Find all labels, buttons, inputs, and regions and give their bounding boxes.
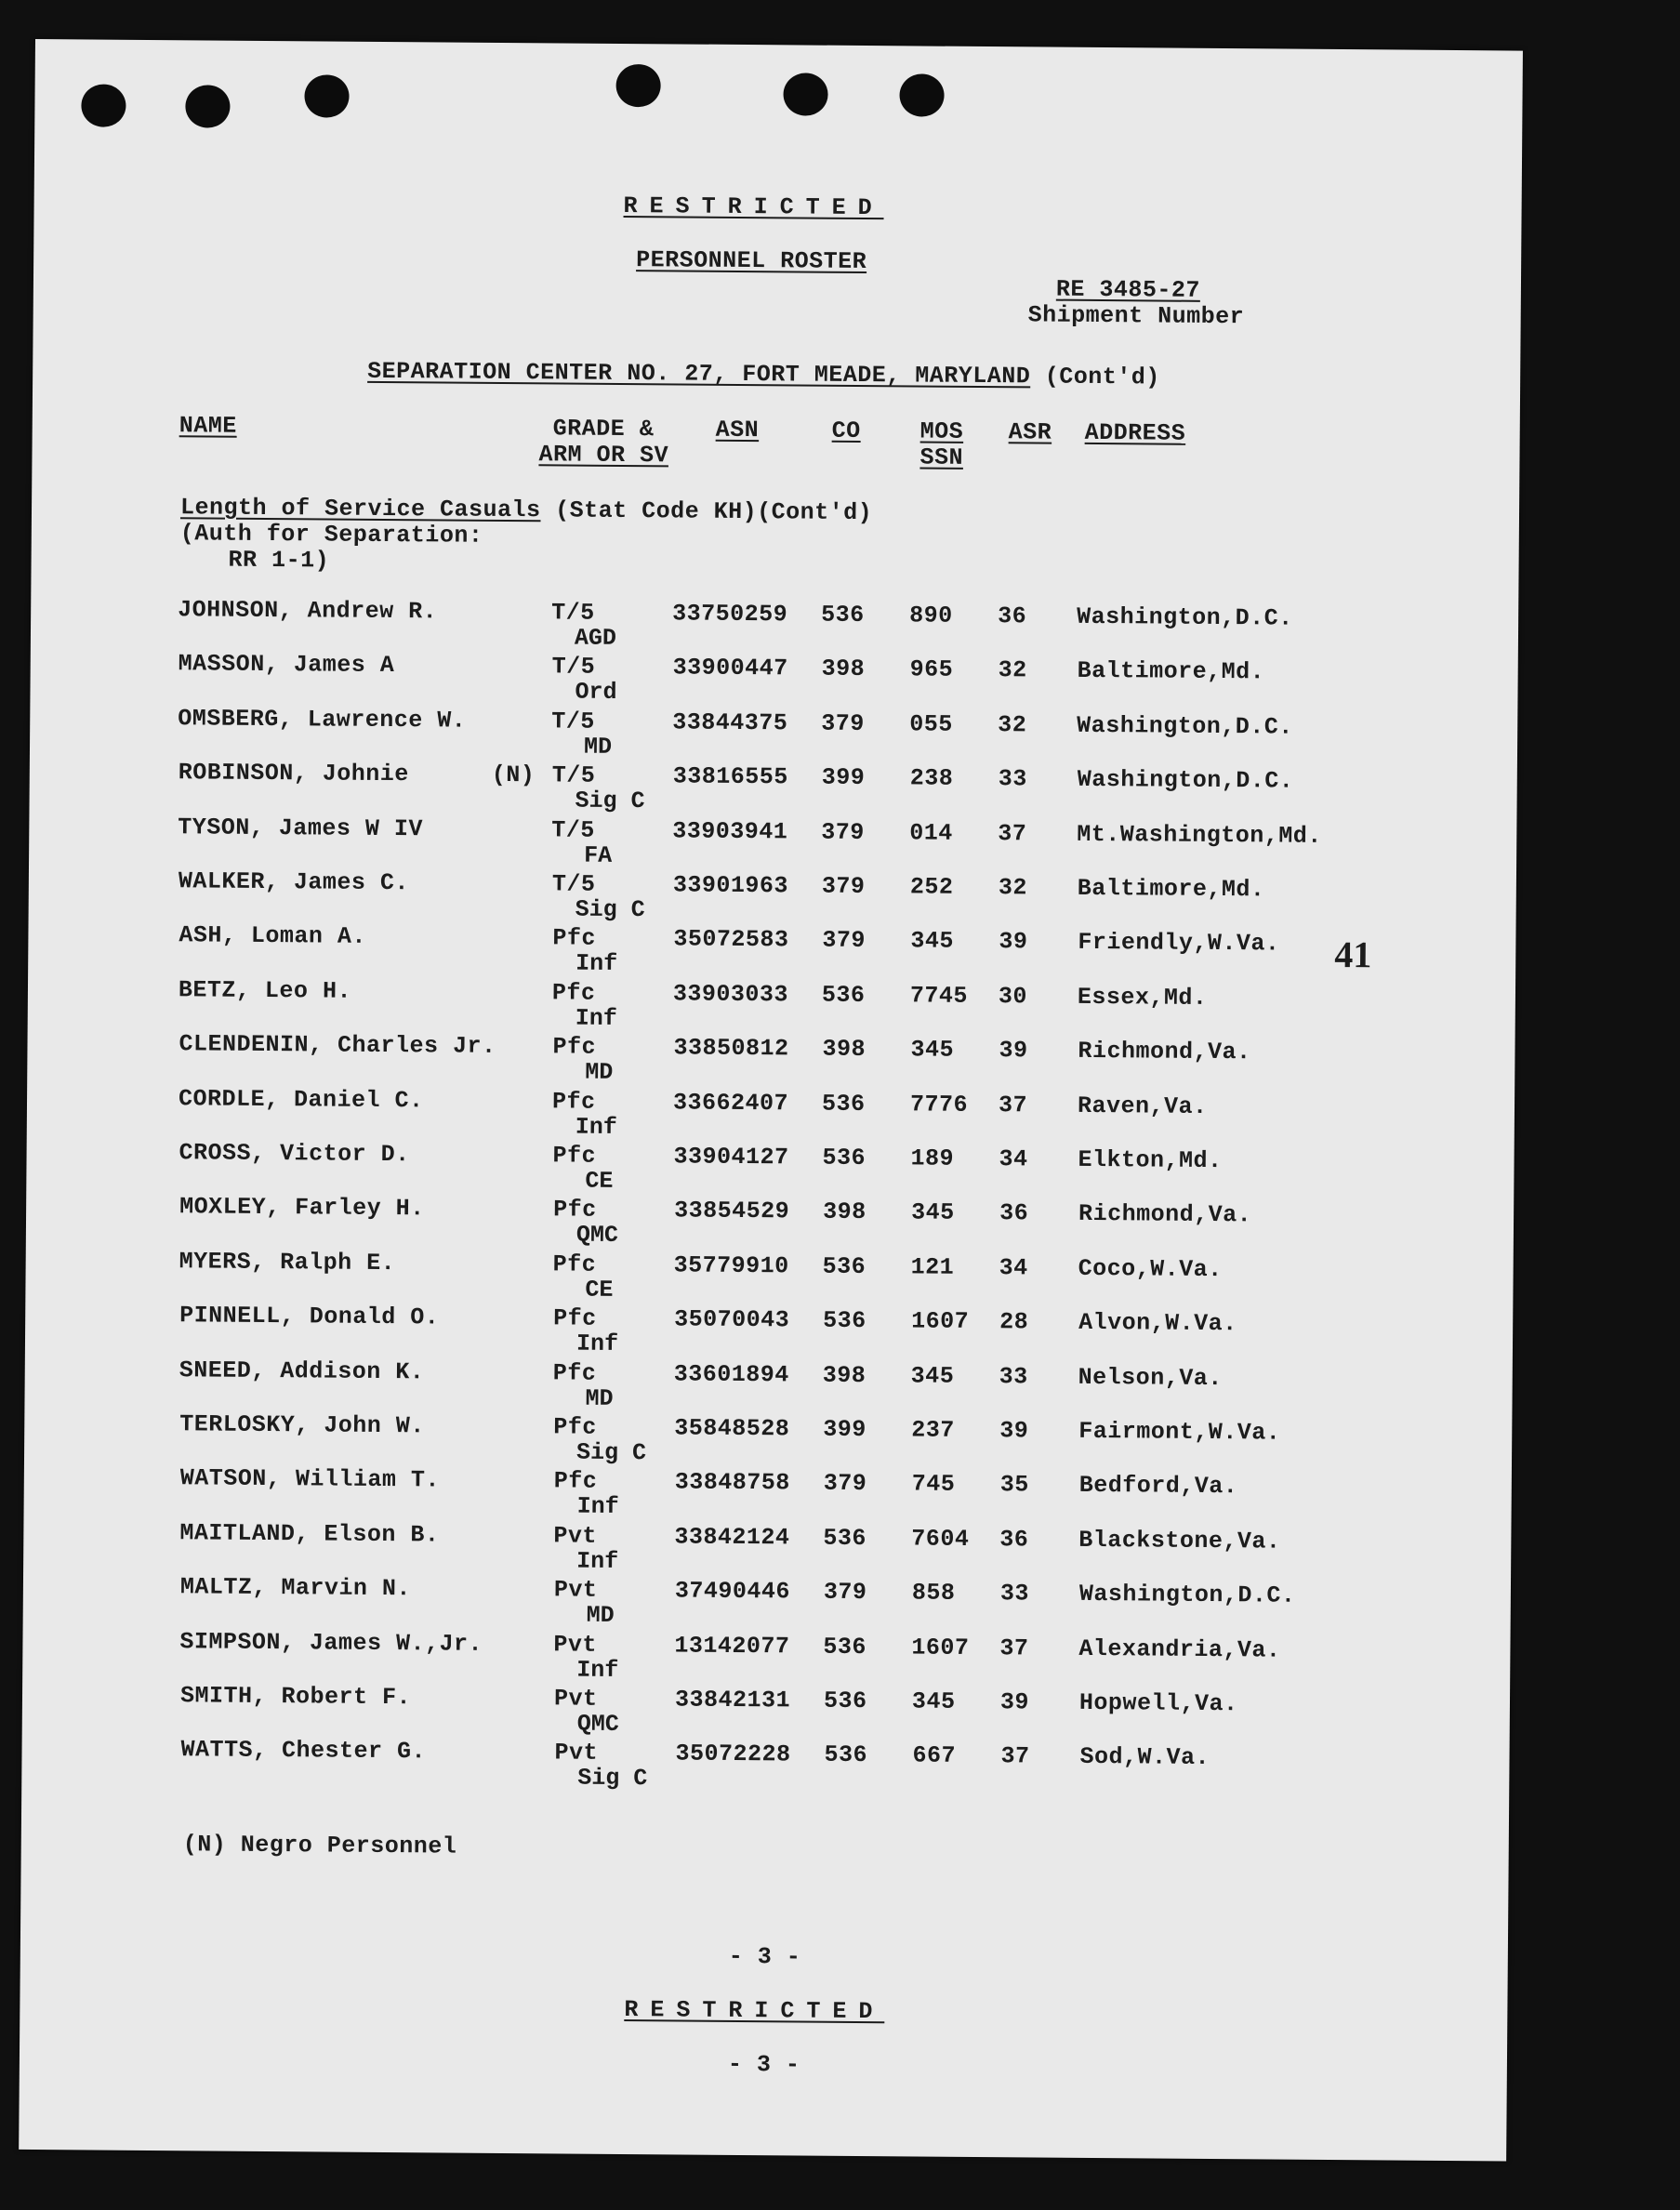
row-name: MASSON, James A xyxy=(178,650,395,680)
row-asn: 13142077 xyxy=(674,1632,790,1661)
row-arm: Inf xyxy=(575,1330,619,1357)
roster-title: PERSONNEL ROSTER xyxy=(636,246,867,276)
classification-header: RESTRICTED xyxy=(623,192,884,222)
row-name: TYSON, James W IV xyxy=(178,814,423,843)
row-mos: 1607 xyxy=(911,1634,970,1661)
row-address: Elkton,Md. xyxy=(1078,1145,1223,1175)
punch-hole xyxy=(185,85,230,127)
margin-mark: 41 xyxy=(1334,933,1372,976)
row-grade: Pfc xyxy=(552,1033,597,1061)
row-mos: 745 xyxy=(911,1470,956,1498)
row-name: CROSS, Victor D. xyxy=(179,1139,410,1169)
row-grade: Pfc xyxy=(551,979,596,1007)
row-address: Hopwell,Va. xyxy=(1078,1688,1238,1718)
row-co: 536 xyxy=(821,601,865,629)
row-arm: Sig C xyxy=(575,1438,647,1467)
row-asr: 39 xyxy=(999,1688,1030,1716)
row-address: Alexandria,Va. xyxy=(1078,1634,1281,1664)
punch-hole xyxy=(783,73,827,115)
row-asn: 33848758 xyxy=(674,1468,790,1497)
row-grade: T/5 xyxy=(551,599,595,627)
row-arm: Sig C xyxy=(575,787,645,815)
row-arm: QMC xyxy=(575,1221,619,1249)
row-co: 398 xyxy=(821,655,866,683)
row-co: 379 xyxy=(821,709,865,738)
row-asr: 37 xyxy=(998,820,1027,848)
row-mark: (N) xyxy=(491,761,536,789)
row-co: 379 xyxy=(822,926,866,955)
row-mos: 014 xyxy=(909,819,953,847)
row-mos: 345 xyxy=(911,1687,956,1715)
row-name: WATTS, Chester G. xyxy=(180,1736,427,1766)
center-suffix: (Cont'd) xyxy=(1044,363,1160,391)
row-arm: MD xyxy=(585,1058,614,1086)
row-asn: 33601894 xyxy=(673,1360,789,1389)
row-asr: 32 xyxy=(998,874,1027,902)
row-co: 379 xyxy=(821,872,866,901)
row-address: Richmond,Va. xyxy=(1078,1199,1252,1229)
row-address: Nelson,Va. xyxy=(1078,1363,1223,1393)
row-arm: FA xyxy=(584,841,613,869)
row-asn: 35779910 xyxy=(673,1251,789,1280)
row-name: OMSBERG, Lawrence W. xyxy=(178,705,467,734)
row-asr: 33 xyxy=(999,1580,1030,1608)
row-address: Essex,Md. xyxy=(1077,983,1208,1012)
row-asn: 33816555 xyxy=(672,762,788,791)
row-mos: 7745 xyxy=(909,982,969,1010)
row-address: Washington,D.C. xyxy=(1077,765,1294,795)
row-grade: T/5 xyxy=(551,761,596,789)
row-co: 536 xyxy=(823,1633,867,1661)
document-page xyxy=(19,39,1523,2161)
row-address: Washington,D.C. xyxy=(1077,602,1293,632)
row-address: Coco,W.Va. xyxy=(1078,1254,1223,1284)
row-co: 379 xyxy=(823,1578,867,1607)
page-number: - 3 - xyxy=(728,1942,801,1971)
col-asr: ASR xyxy=(1008,418,1052,446)
col-address: ADDRESS xyxy=(1084,418,1186,447)
row-asn: 33854529 xyxy=(674,1197,790,1225)
row-mos: 1607 xyxy=(911,1307,970,1335)
row-co: 398 xyxy=(823,1198,866,1226)
row-grade: Pfc xyxy=(553,1467,598,1495)
row-name: TERLOSKY, John W. xyxy=(179,1410,425,1440)
col-co: CO xyxy=(831,417,861,444)
row-name: SIMPSON, James W.,Jr. xyxy=(179,1628,483,1658)
row-asn: 33850812 xyxy=(673,1034,789,1063)
row-arm: Sig C xyxy=(577,1764,648,1793)
row-mos: 667 xyxy=(912,1741,957,1769)
col-arm: ARM OR SV xyxy=(538,441,669,470)
row-asr: 36 xyxy=(998,602,1027,630)
row-co: 536 xyxy=(823,1524,866,1553)
section-auth-ref: RR 1-1) xyxy=(228,546,330,575)
punch-hole xyxy=(615,64,660,107)
row-asn: 33903033 xyxy=(672,980,789,1009)
row-asr: 37 xyxy=(1000,1742,1030,1770)
row-arm: MD xyxy=(585,1384,614,1412)
row-name: ASH, Loman A. xyxy=(179,921,367,950)
row-asr: 34 xyxy=(999,1254,1028,1282)
row-name: WALKER, James C. xyxy=(178,867,410,897)
row-asr: 33 xyxy=(999,1363,1028,1391)
row-asn: 33842124 xyxy=(674,1523,790,1552)
row-arm: CE xyxy=(585,1276,614,1304)
row-arm: MD xyxy=(583,733,613,761)
row-address: Friendly,W.Va. xyxy=(1078,928,1280,958)
row-mos: 345 xyxy=(910,1036,955,1064)
row-arm: AGD xyxy=(574,624,617,652)
row-address: Mt.Washington,Md. xyxy=(1077,820,1322,850)
row-name: CORDLE, Daniel C. xyxy=(178,1085,424,1115)
row-mos: 7604 xyxy=(911,1525,970,1553)
row-arm: CE xyxy=(585,1167,614,1195)
row-asr: 36 xyxy=(999,1199,1029,1227)
row-name: CLENDENIN, Charles Jr. xyxy=(179,1030,496,1060)
row-address: Baltimore,Md. xyxy=(1077,656,1265,686)
row-grade: Pvt xyxy=(553,1522,598,1550)
section-title: Length of Service Casuals xyxy=(179,494,541,524)
row-arm: Inf xyxy=(575,1004,617,1032)
row-asr: 39 xyxy=(999,928,1028,956)
row-grade: Pfc xyxy=(553,1304,597,1332)
row-address: Washington,D.C. xyxy=(1078,1580,1296,1609)
classification-footer: RESTRICTED xyxy=(624,1996,885,2026)
row-grade: Pfc xyxy=(552,1251,597,1278)
punch-hole xyxy=(899,73,944,116)
col-name: NAME xyxy=(179,412,237,440)
row-mos: 121 xyxy=(910,1253,955,1281)
col-asn: ASN xyxy=(715,416,760,444)
row-mos: 238 xyxy=(909,764,954,792)
row-arm: MD xyxy=(586,1601,615,1629)
row-asn: 35848528 xyxy=(674,1414,790,1443)
row-asn: 33842131 xyxy=(674,1686,791,1714)
row-name: WATSON, William T. xyxy=(179,1464,441,1494)
row-arm: Inf xyxy=(575,949,618,977)
row-mos: 345 xyxy=(910,927,955,955)
row-grade: Pvt xyxy=(554,1739,599,1767)
row-mos: 237 xyxy=(911,1416,955,1444)
row-grade: Pfc xyxy=(552,924,597,952)
row-grade: Pfc xyxy=(552,1359,597,1387)
row-address: Sod,W.Va. xyxy=(1079,1742,1210,1771)
row-asn: 35072228 xyxy=(675,1740,791,1768)
row-co: 536 xyxy=(822,1252,866,1281)
row-address: Alvon,W.Va. xyxy=(1078,1308,1237,1338)
row-grade: Pvt xyxy=(553,1631,598,1659)
center-name: SEPARATION CENTER NO. 27, FORT MEADE, MARYLAND xyxy=(367,357,1031,390)
row-name: SMITH, Robert F. xyxy=(179,1682,412,1712)
row-address: Richmond,Va. xyxy=(1078,1037,1251,1066)
row-asn: 33903941 xyxy=(672,817,788,846)
row-mos: 965 xyxy=(909,655,954,683)
row-name: MALTZ, Marvin N. xyxy=(179,1573,412,1603)
row-name: MAITLAND, Elson B. xyxy=(179,1519,440,1549)
row-grade: Pfc xyxy=(551,1088,596,1116)
footnote: (N) Negro Personnel xyxy=(182,1831,457,1860)
row-asr: 30 xyxy=(998,983,1028,1011)
shipment-number: RE 3485-27 xyxy=(1055,275,1201,304)
row-co: 398 xyxy=(822,1361,866,1390)
row-asn: 35072583 xyxy=(673,925,789,954)
row-asr: 37 xyxy=(998,1092,1028,1119)
row-asr: 35 xyxy=(999,1471,1029,1499)
row-mos: 055 xyxy=(909,710,953,738)
row-mos: 189 xyxy=(910,1145,955,1172)
row-asr: 32 xyxy=(998,711,1027,739)
row-asn: 33844375 xyxy=(672,708,788,737)
row-asr: 39 xyxy=(999,1037,1028,1065)
page-number-bottom: - 3 - xyxy=(727,2050,800,2079)
row-asn: 33904127 xyxy=(673,1143,789,1171)
row-name: JOHNSON, Andrew R. xyxy=(178,596,438,626)
row-name: BETZ, Leo H. xyxy=(178,976,352,1005)
row-grade: T/5 xyxy=(551,870,596,898)
row-co: 399 xyxy=(821,763,866,792)
row-asn: 35070043 xyxy=(674,1305,790,1334)
row-asn: 33750259 xyxy=(672,600,788,629)
section-auth: (Auth for Separation: xyxy=(179,520,483,549)
row-mos: 858 xyxy=(911,1579,956,1607)
row-co: 398 xyxy=(822,1035,866,1064)
section-stat-code: (Stat Code KH)(Cont'd) xyxy=(555,496,873,527)
row-grade: Pvt xyxy=(553,1685,598,1713)
row-grade: T/5 xyxy=(551,816,595,844)
punch-hole xyxy=(304,74,349,117)
row-arm: Sig C xyxy=(575,895,645,924)
row-address: Baltimore,Md. xyxy=(1077,874,1265,904)
row-address: Bedford,Va. xyxy=(1078,1471,1238,1501)
row-arm: Inf xyxy=(576,1492,619,1520)
col-mos: MOS xyxy=(919,417,964,445)
row-address: Fairmont,W.Va. xyxy=(1078,1417,1281,1447)
row-name: SNEED, Addison K. xyxy=(179,1356,425,1386)
row-mos: 890 xyxy=(909,602,953,629)
row-co: 379 xyxy=(821,818,865,847)
row-name: MOXLEY, Farley H. xyxy=(179,1193,425,1223)
row-co: 536 xyxy=(821,981,866,1010)
row-asn: 33901963 xyxy=(672,871,789,900)
row-asr: 37 xyxy=(999,1634,1029,1662)
row-grade: T/5 xyxy=(551,653,596,681)
col-ssn: SSN xyxy=(919,443,964,471)
row-address: Blackstone,Va. xyxy=(1078,1526,1281,1555)
row-co: 379 xyxy=(823,1469,867,1498)
row-asr: 33 xyxy=(998,765,1027,793)
row-name: ROBINSON, Johnie xyxy=(178,759,409,788)
row-asn: 37490446 xyxy=(674,1577,791,1606)
row-asn: 33900447 xyxy=(672,654,788,682)
row-mos: 252 xyxy=(909,873,954,901)
center-heading xyxy=(367,358,1160,391)
row-name: PINNELL, Donald O. xyxy=(179,1302,440,1331)
row-asr: 39 xyxy=(999,1417,1029,1445)
row-co: 399 xyxy=(823,1415,866,1444)
row-name: MYERS, Ralph E. xyxy=(179,1248,396,1277)
row-address: Washington,D.C. xyxy=(1077,711,1293,741)
col-grade: GRADE & xyxy=(552,415,655,443)
row-arm: Inf xyxy=(575,1113,617,1141)
row-co: 536 xyxy=(823,1306,866,1335)
row-mos: 7776 xyxy=(909,1091,969,1118)
row-asr: 28 xyxy=(999,1308,1029,1336)
row-mos: 345 xyxy=(911,1198,955,1226)
row-asr: 32 xyxy=(998,656,1027,684)
row-grade: Pfc xyxy=(553,1413,597,1441)
row-arm: QMC xyxy=(576,1710,619,1738)
row-co: 536 xyxy=(824,1740,868,1769)
row-asr: 34 xyxy=(999,1145,1028,1173)
row-arm: Ord xyxy=(575,678,617,706)
punch-hole xyxy=(81,84,126,126)
row-co: 536 xyxy=(821,1090,866,1118)
row-arm: Inf xyxy=(576,1547,619,1575)
row-arm: Inf xyxy=(576,1656,619,1684)
row-address: Raven,Va. xyxy=(1077,1092,1208,1120)
row-co: 536 xyxy=(823,1687,867,1715)
shipment-label: Shipment Number xyxy=(1027,301,1245,331)
row-co: 536 xyxy=(822,1144,866,1172)
row-mos: 345 xyxy=(910,1362,955,1390)
row-grade: Pvt xyxy=(553,1576,598,1604)
row-grade: Pfc xyxy=(553,1196,597,1224)
row-asr: 36 xyxy=(999,1526,1029,1554)
row-grade: T/5 xyxy=(551,708,595,735)
row-grade: Pfc xyxy=(552,1142,597,1170)
row-asn: 33662407 xyxy=(672,1089,789,1118)
